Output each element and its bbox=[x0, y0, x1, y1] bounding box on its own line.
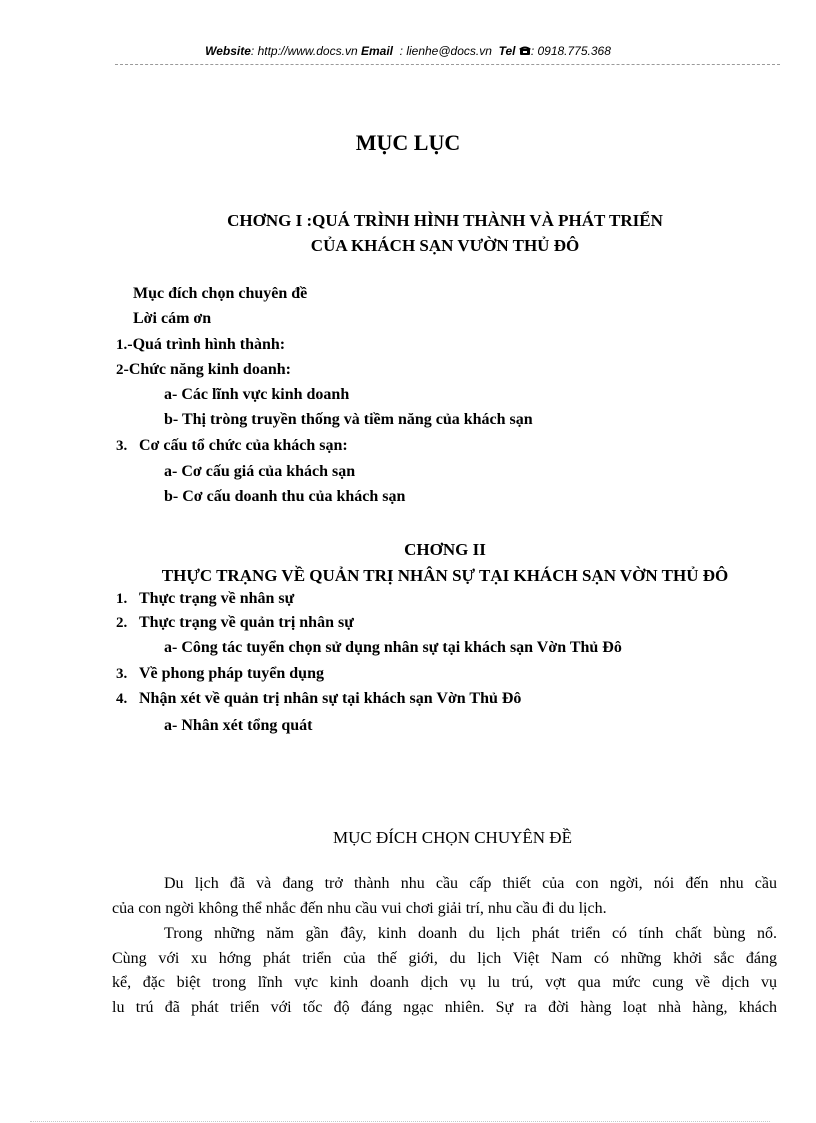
website-label: Website bbox=[205, 44, 251, 58]
paragraph-line: Du lịch đã và đang trở thành nhu cầu cấp thiết của con ngời, nói đến nhu cầu bbox=[164, 875, 777, 892]
paragraph-line: lu trú đã phát triển với tốc độ đáng ngạc nhiên. Sự ra đời hàng loạt nhà hàng, khách bbox=[112, 998, 777, 1016]
paragraph-line: của con ngời không thể nhắc đến nhu cầu vui chơi giải trí, nhu cầu đi du lịch. bbox=[112, 899, 607, 917]
page-header bbox=[0, 44, 816, 59]
toc-item: 3. Về phong pháp tuyển dụng bbox=[116, 665, 324, 682]
toc-item: 1. Thực trạng về nhân sự bbox=[116, 590, 295, 607]
phone-icon bbox=[519, 45, 531, 59]
chapter2-heading-line2: THỰC TRẠNG VỀ QUẢN TRỊ NHÂN SỰ TẠI KHÁCH SẠN VỜN THỦ ĐÔ bbox=[161, 566, 729, 585]
toc-item: 2-Chức năng kinh doanh: bbox=[116, 361, 291, 378]
toc-subitem: b- Thị tròng truyền thống và tiềm năng của khách sạn bbox=[164, 411, 533, 428]
website-value: : http://www.docs.vn bbox=[250, 44, 358, 58]
toc-subitem: a- Các lĩnh vực kinh doanh bbox=[164, 386, 350, 403]
section-title: MỤC ĐÍCH CHỌN CHUYÊN ĐỀ bbox=[333, 828, 572, 847]
page-title: MỤC LỤC bbox=[355, 130, 461, 155]
toc-item: 4. Nhận xét về quản trị nhân sự tại khách sạn Vờn Thủ Đô bbox=[116, 690, 522, 707]
paragraph-line: Cùng với xu hớng phát triển của thế giới, du lịch Việt Nam có những khởi sắc đáng bbox=[112, 949, 777, 967]
header-divider bbox=[115, 64, 780, 65]
toc-item: Mục đích chọn chuyên đề bbox=[133, 285, 308, 302]
toc-item: 2. Thực trạng về quản trị nhân sự bbox=[116, 614, 354, 631]
toc-subitem: b- Cơ cấu doanh thu của khách sạn bbox=[164, 488, 406, 505]
paragraph-line: Trong những năm gần đây, kinh doanh du lịch phát triển có tính chất bùng nổ. bbox=[164, 925, 777, 942]
toc-subitem: a- Công tác tuyển chọn sử dụng nhân sự tại khách sạn Vờn Thủ Đô bbox=[164, 639, 622, 656]
email-value: : lienhe@docs.vn bbox=[399, 44, 492, 58]
tel-label: Tel bbox=[498, 44, 516, 58]
footer-divider bbox=[30, 1121, 770, 1122]
paragraph-line: kể, đặc biệt trong lĩnh vực kinh doanh dịch vụ lu trú, vợt qua mức cung về dịch vụ bbox=[112, 974, 777, 991]
toc-item: Lời cám ơn bbox=[133, 310, 212, 327]
toc-subitem: a- Nhân xét tổng quát bbox=[164, 717, 313, 734]
chapter1-heading-line2: CỦA KHÁCH SẠN VƯỜN THỦ ĐÔ bbox=[310, 236, 580, 255]
chapter2-heading-line1: CHƠNG II bbox=[404, 540, 486, 559]
toc-item: 3. Cơ cấu tổ chức của khách sạn: bbox=[116, 437, 348, 454]
paragraph-1 bbox=[112, 872, 777, 921]
toc-item: 1.-Quá trình hình thành: bbox=[116, 336, 286, 353]
tel-value: : 0918.775.368 bbox=[530, 44, 611, 58]
email-label: Email bbox=[360, 44, 393, 58]
paragraph-2 bbox=[112, 922, 777, 1020]
chapter1-heading-line1: CHƠNG I :QUÁ TRÌNH HÌNH THÀNH VÀ PHÁT TRIỂN bbox=[227, 211, 663, 230]
toc-subitem: a- Cơ cấu giá của khách sạn bbox=[164, 463, 356, 480]
